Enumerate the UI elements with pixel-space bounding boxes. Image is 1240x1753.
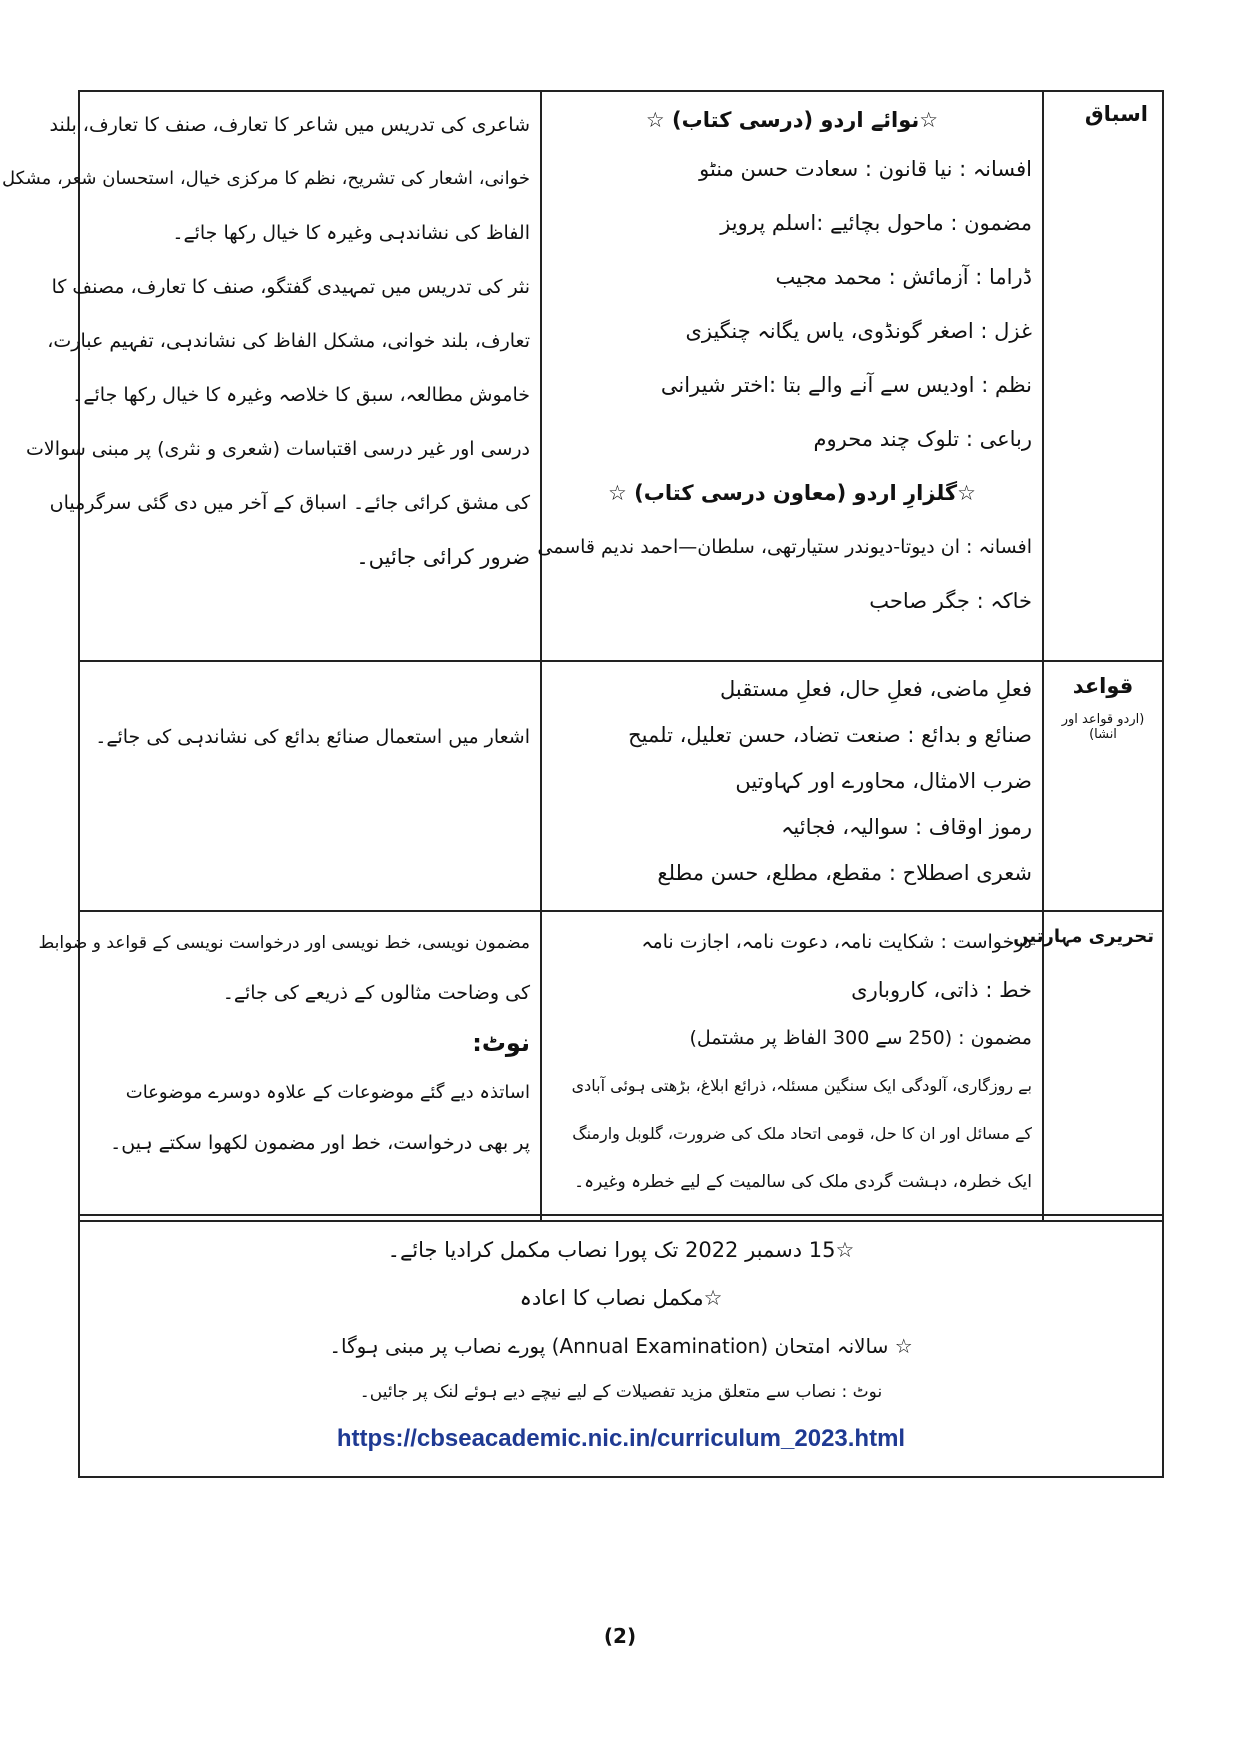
note-line: خوانی، اشعار کی تشریح، نظم کا مرکزی خیال، استحسان شعر، مشکل (2, 168, 530, 189)
supplementary-heading: ☆گلزارِ اردو (معاون درسی کتاب) ☆ (608, 481, 976, 505)
footer-box (78, 1216, 1164, 1478)
writing-line: بے روزگاری، آلودگی ایک سنگین مسئلہ، ذرائع ابلاغ، بڑھتی ہوئی آبادی (571, 1076, 1032, 1095)
grammar-content (542, 662, 1042, 910)
row-label-text: تحریری مہارتیں (1013, 926, 1154, 947)
grammar-line: فعلِ ماضی، فعلِ حال، فعلِ مستقبل (720, 677, 1032, 701)
note-line: اشعار میں استعمال صنائع بدائع کی نشاندہی کی جائے۔ (95, 726, 530, 748)
grammar-line: صنائع و بدائع : صنعت تضاد، حسن تعلیل، تلمیح (628, 723, 1032, 747)
writing-line: درخواست : شکایت نامہ، دعوت نامہ، اجازت نامہ (641, 931, 1032, 953)
note-line: نثر کی تدریس میں تمہیدی گفتگو، صنف کا تعارف، مصنف کا (51, 276, 530, 298)
writing-line: ایک خطرہ، دہشت گردی ملک کی سالمیت کے لیے خطرہ وغیرہ۔ (574, 1172, 1032, 1192)
footer-line: ☆ سالانہ امتحان (Annual Examination) پورے نصاب پر مبنی ہوگا۔ (329, 1334, 913, 1358)
grammar-notes (80, 662, 540, 910)
curriculum-link[interactable]: https://cbseacademic.nic.in/curriculum_2023.html (336, 1425, 906, 1452)
note-line: مضمون نویسی، خط نویسی اور درخواست نویسی کے قواعد و ضوابط (38, 933, 530, 953)
writing-line: مضمون : (250 سے 300 الفاظ پر مشتمل) (689, 1027, 1032, 1049)
writing-notes (38, 912, 540, 1220)
note-line: شاعری کی تدریس میں شاعر کا تعارف، صنف کا تعارف، بلند (49, 114, 530, 136)
writing-line: کے مسائل اور ان کا حل، قومی اتحاد ملک کی ضرورت، گلوبل وارمنگ (572, 1124, 1032, 1143)
lesson-line: غزل : اصغر گونڈوی، یاس یگانہ چنگیزی (685, 319, 1032, 343)
note-line: کی مشق کرائی جائے۔ اسباق کے آخر میں دی گئی سرگرمیاں (49, 492, 530, 514)
row-sublabel-text: (اردو قواعد اور انشا) (1061, 712, 1145, 742)
grammar-line: رموز اوقاف : سوالیہ، فجائیہ (781, 815, 1032, 839)
note-heading: نوٹ: (472, 1029, 530, 1057)
writing-line: خط : ذاتی، کاروباری (851, 978, 1032, 1002)
lesson-line: مضمون : ماحول بچائیے :اسلم پرویز (720, 211, 1032, 235)
page-number: (2) (603, 1624, 637, 1648)
lesson-line: افسانہ : نیا قانون : سعادت حسن منٹو (699, 157, 1032, 181)
note-line: خاموش مطالعہ، سبق کا خلاصہ وغیرہ کا خیال رکھا جائے۔ (72, 384, 530, 406)
row-label-lessons (1044, 92, 1162, 660)
lessons-content (537, 92, 1042, 660)
footer-line: ☆15 دسمبر 2022 تک پورا نصاب مکمل کرادیا جائے۔ (387, 1238, 855, 1262)
grammar-line: ضرب الامثال، محاورے اور کہاوتیں (735, 769, 1032, 793)
lesson-line: ڈراما : آزمائش : محمد مجیب (775, 265, 1032, 289)
lesson-line: افسانہ : ان دیوتا-دیوندر ستیارتھی، سلطان—احمد ندیم قاسمی (537, 536, 1032, 558)
note-line: اساتذہ دیے گئے موضوعات کے علاوہ دوسرے موضوعات (125, 1082, 530, 1103)
footer-line: ☆مکمل نصاب کا اعادہ (519, 1286, 723, 1310)
row-label-grammar (1044, 662, 1162, 910)
footer-note: نوٹ : نصاب سے متعلق مزید تفصیلات کے لیے نیچے دیے ہوئے لنک پر جائیں۔ (359, 1382, 883, 1402)
row-label-text: قواعد (1072, 674, 1134, 698)
note-line: تعارف، بلند خوانی، مشکل الفاظ کی نشاندہی، تفہیم عبارت، (47, 330, 530, 352)
writing-content (542, 912, 1042, 1220)
textbook-heading: ☆نوائے اردو (درسی کتاب) ☆ (645, 108, 939, 132)
note-line: الفاظ کی نشاندہی وغیرہ کا خیال رکھا جائے۔ (172, 222, 530, 244)
row-label-writing-skills (1013, 912, 1162, 1220)
note-line: پر بھی درخواست، خط اور مضمون لکھوا سکتے ہیں۔ (110, 1132, 530, 1154)
lesson-line: رباعی : تلوک چند محروم (813, 427, 1032, 451)
lessons-notes (2, 92, 540, 660)
note-line: ضرور کرائی جائیں۔ (356, 545, 530, 569)
lesson-line: نظم : اودیس سے آنے والے بتا :اختر شیرانی (660, 373, 1032, 397)
lesson-line: خاکہ : جگر صاحب (869, 589, 1032, 613)
row-label-text: اسباق (1084, 102, 1148, 126)
note-line: کی وضاحت مثالوں کے ذریعے کی جائے۔ (222, 982, 530, 1004)
syllabus-table (2, 90, 1164, 1216)
grammar-line: شعری اصطلاح : مقطع، مطلع، حسن مطلع (657, 861, 1032, 885)
note-line: درسی اور غیر درسی اقتباسات (شعری و نثری) پر مبنی سوالات (26, 438, 530, 460)
